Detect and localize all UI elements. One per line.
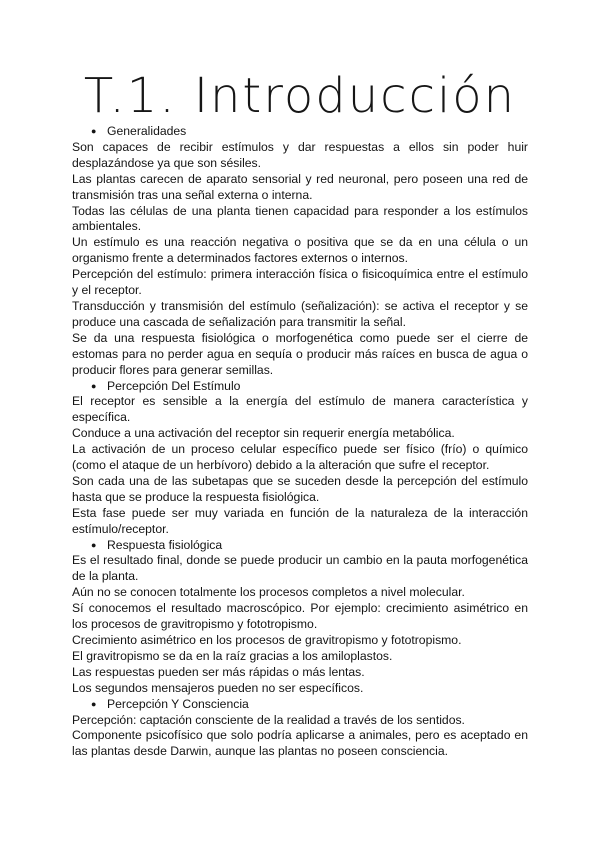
paragraph: Un estímulo es una reacción negativa o positiva que se da en una célula o un organismo frente a determinados factores externos o internos. [72, 235, 528, 266]
paragraph: Esta fase puede ser muy variada en función de la naturaleza de la interacción estímulo/receptor. [72, 505, 528, 536]
paragraph: El receptor es sensible a la energía del estímulo de manera característica y específica. [72, 394, 528, 425]
paragraph: La activación de un proceso celular específico puede ser físico (frío) o químico (como el ataque de un herbívoro) debido a la alteración que sufre el receptor. [72, 442, 528, 473]
bullet-icon: ● [91, 539, 97, 550]
paragraph: Los segundos mensajeros pueden no ser específicos. [72, 680, 364, 695]
paragraph: Conduce a una activación del receptor sin requerir energía metabólica. [72, 426, 455, 441]
paragraph: Las respuestas pueden ser más rápidas o más lentas. [72, 664, 365, 679]
document-body [72, 124, 528, 760]
bullet-icon: ● [91, 698, 97, 709]
section-heading-label: Percepción Y Consciencia [107, 696, 249, 711]
section-heading-label: Respuesta fisiológica [107, 537, 223, 552]
paragraph: Aún no se conocen totalmente los procesos completos a nivel molecular. [72, 585, 465, 600]
paragraph: Crecimiento asimétrico en los procesos de gravitropismo y fototropismo. [72, 633, 462, 647]
section-heading [72, 124, 528, 140]
paragraph: Todas las células de una planta tienen capacidad para responder a los estímulos ambientales. [72, 203, 528, 234]
paragraph: Sí conocemos el resultado macroscópico. Por ejemplo: crecimiento asimétrico en los procesos de gravitropismo y fototropismo. [72, 601, 528, 632]
section-heading-label: Generalidades [107, 124, 187, 138]
bullet-icon: ● [91, 126, 97, 136]
page-title: T.1. Introducción [83, 68, 517, 124]
paragraph: El gravitropismo se da en la raíz gracias a los amiloplastos. [72, 648, 393, 663]
paragraph: Transducción y transmisión del estímulo (señalización): se activa el receptor y se produce una cascada de señalización para transmitir la señal. [72, 298, 528, 329]
paragraph: Es el resultado final, donde se puede producir un cambio en la pauta morfogenética de la planta. [72, 553, 528, 584]
section-heading [72, 538, 528, 554]
paragraph: Son cada una de las subetapas que se suceden desde la percepción del estímulo hasta que se produce la respuesta fisiológica. [72, 473, 528, 504]
paragraph: Se da una respuesta fisiológica o morfogenética como puede ser el cierre de estomas para no perder agua en sequía o producir más raíces en busca de agua o producir flores para generar semillas. [72, 330, 528, 377]
section-heading [72, 697, 528, 713]
paragraph: Percepción del estímulo: primera interacción física o fisicoquímica entre el estímulo y el receptor. [72, 267, 528, 298]
section-heading [72, 379, 528, 395]
paragraph: Percepción: captación consciente de la realidad a través de los sentidos. [72, 712, 465, 727]
paragraph: Componente psicofísico que solo podría aplicarse a animales, pero es aceptado en las plantas desde Darwin, aunque las plantas no poseen consciencia. [72, 728, 528, 759]
paragraph: Son capaces de recibir estímulos y dar respuestas a ellos sin poder huir desplazándose ya que son sésiles. [72, 139, 528, 170]
paragraph: Las plantas carecen de aparato sensorial y red neuronal, pero poseen una red de transmisión tras una señal externa o interna. [72, 171, 528, 202]
bullet-icon: ● [91, 380, 97, 391]
section-heading-label: Percepción Del Estímulo [107, 378, 241, 393]
